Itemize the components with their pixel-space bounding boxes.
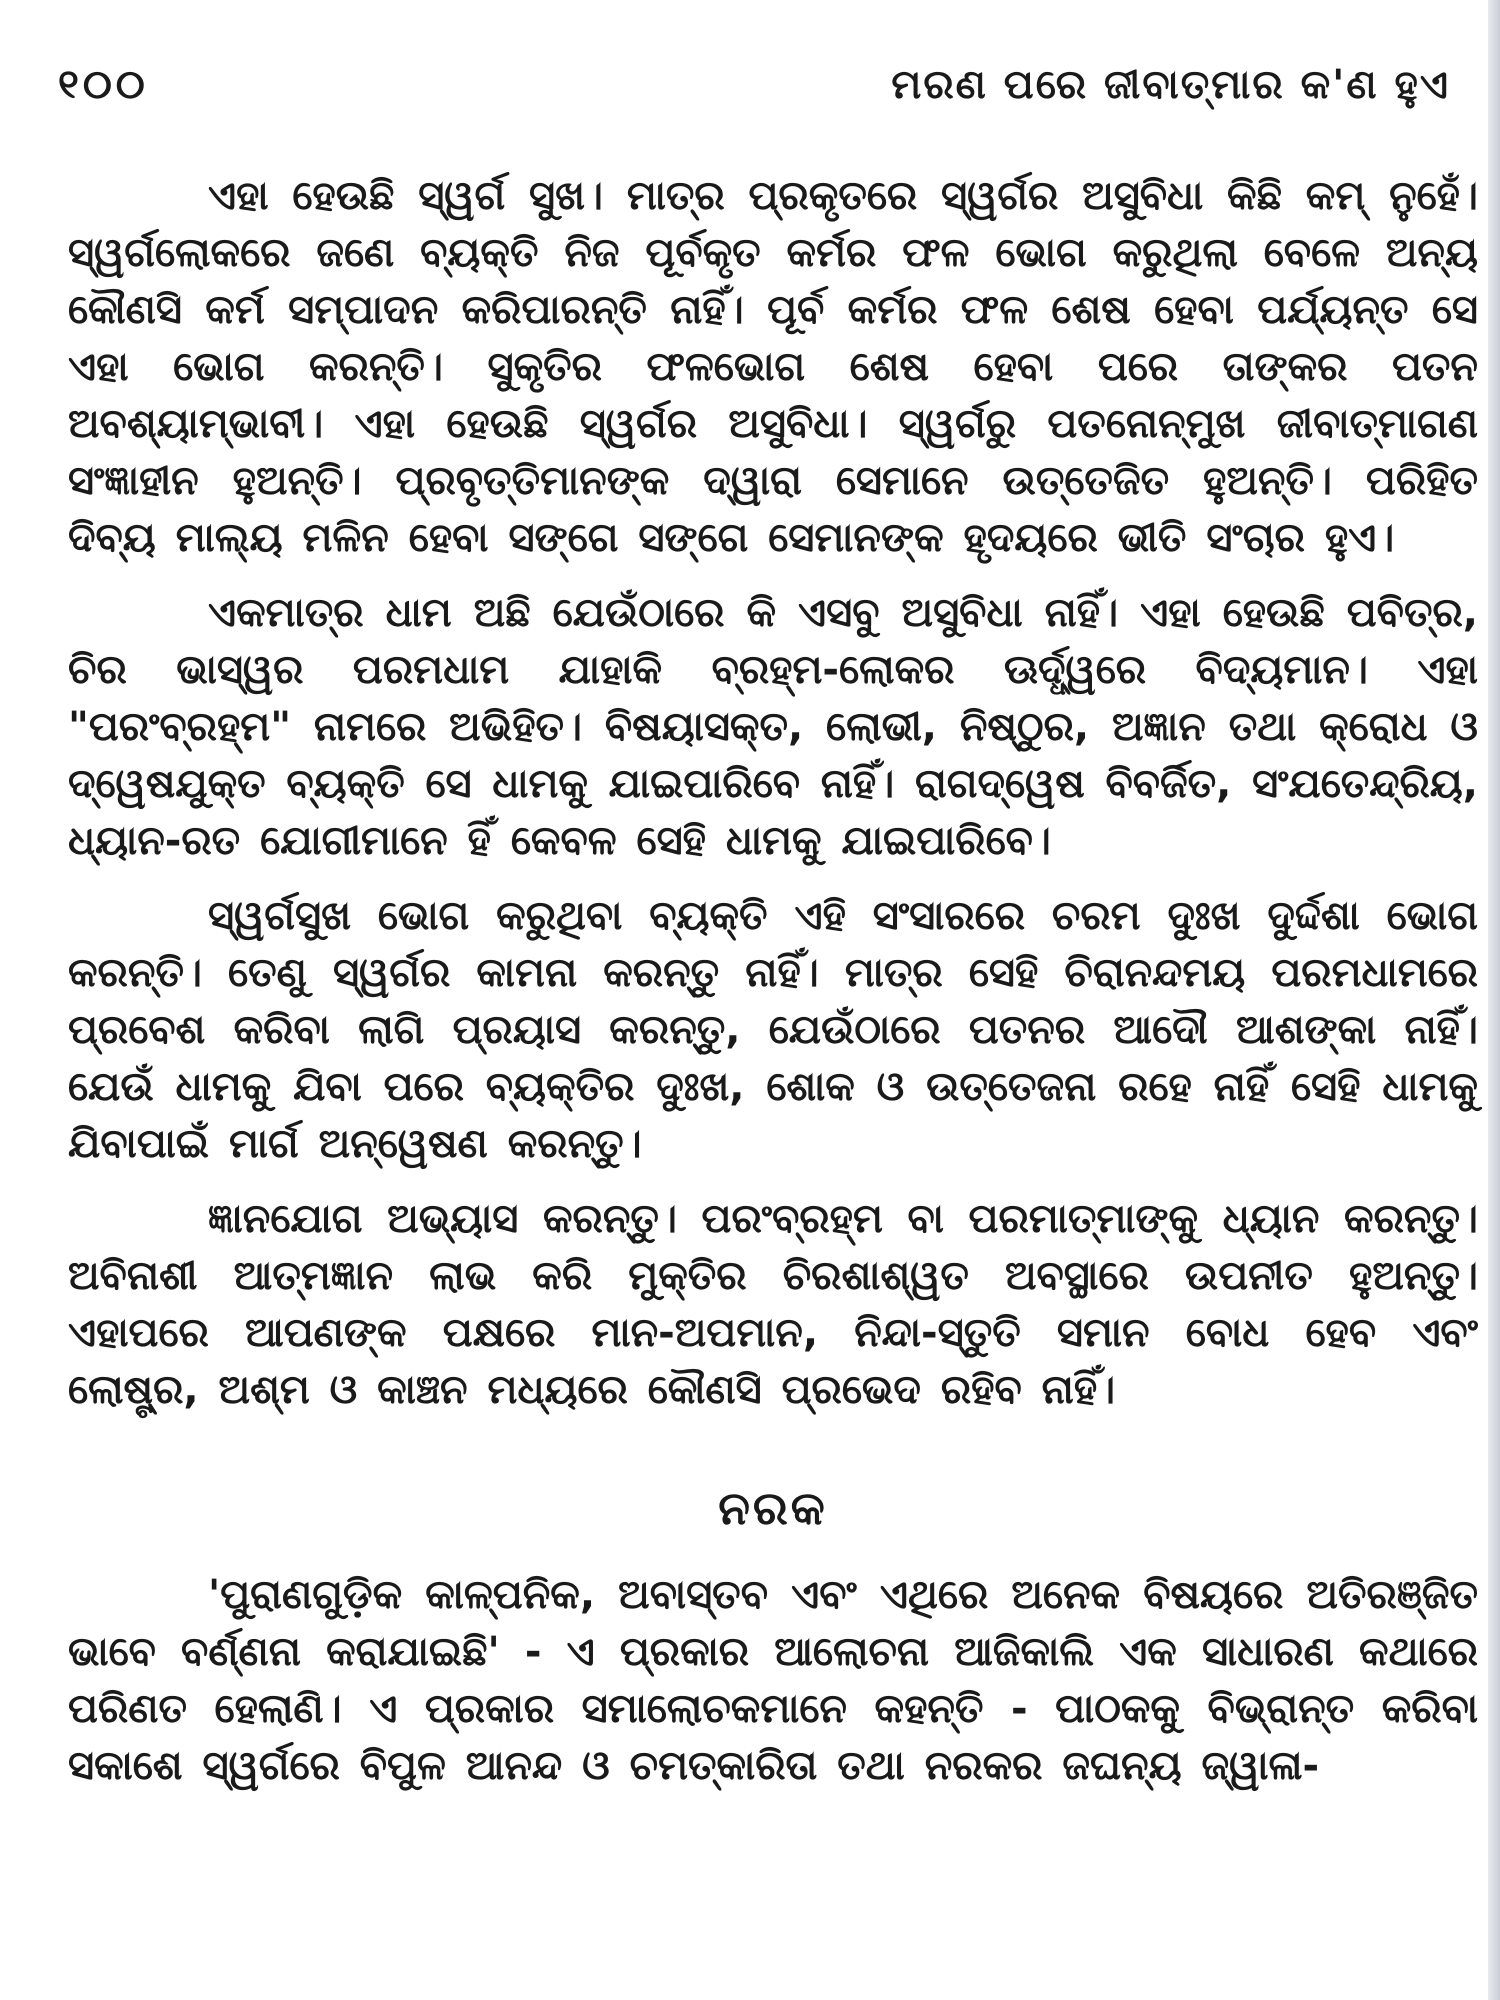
page-edge-shadow <box>1488 0 1500 2000</box>
section-heading: ନରକ <box>718 1481 828 1535</box>
body-text <box>68 168 1478 1813</box>
page-header <box>58 62 1470 122</box>
paragraph-1: ଏହା ହେଉଛି ସ୍ୱର୍ଗ ସୁଖ। ମାତ୍ର ପ୍ରକୃତରେ ସ୍ୱର୍ଗର ଅସୁବିଧା କିଛି କମ୍ ନୁହେଁ। ସ୍ୱର୍ଗଲୋକରେ ଜଣେ ବ୍ୟକ୍ତି ନିଜ ପୂର୍ବକୃତ କର୍ମର ଫଳ ଭୋଗ କରୁଥିଲା ବେଳେ ଅନ୍ୟ କୌଣସି କର୍ମ ସମ୍ପାଦନ କରିପାରନ୍ତି ନାହିଁ। ପୂର୍ବ କର୍ମର ଫଳ ଶେଷ ହେବା ପର୍ଯ୍ୟନ୍ତ ସେ ଏହା ଭୋଗ କରନ୍ତି। ସୁକୃତିର ଫଳଭୋଗ ଶେଷ ହେବା ପରେ ତାଙ୍କର ପତନ ଅବଶ୍ୟାମ୍ଭାବୀ। ଏହା ହେଉଛି ସ୍ୱର୍ଗର ଅସୁବିଧା। ସ୍ୱର୍ଗରୁ ପତନୋନ୍ମୁଖ ଜୀବାତ୍ମାଗଣ ସଂଜ୍ଞାହୀନ ହୁଅନ୍ତି। ପ୍ରବୃତ୍ତିମାନଙ୍କ ଦ୍ୱାରା ସେମାନେ ଉତ୍ତେଜିତ ହୁଅନ୍ତି। ପରିହିତ ଦିବ୍ୟ ମାଲ୍ୟ ମଳିନ ହେବା ସଙ୍ଗେ ସଙ୍ଗେ ସେମାନଙ୍କ ହୃଦୟରେ ଭୀତି ସଂଚାର ହୁଏ। <box>68 173 1478 561</box>
section-paragraph: 'ପୁରାଣଗୁଡ଼ିକ କାଳ୍ପନିକ, ଅବାସ୍ତବ ଏବଂ ଏଥିରେ ଅନେକ ବିଷୟରେ ଅତିରଞ୍ଜିତ ଭାବେ ବର୍ଣ୍ଣନା କରାଯାଇଛି' - ଏ ପ୍ରକାର ଆଲୋଚନା ଆଜିକାଲି ଏକ ସାଧାରଣ କଥାରେ ପରିଣତ ହେଲାଣି। ଏ ପ୍ରକାର ସମାଲୋଚକମାନେ କହନ୍ତି - ପାଠକକୁ ବିଭ୍ରାନ୍ତ କରିବା ସକାଶେ ସ୍ୱର୍ଗରେ ବିପୁଳ ଆନନ୍ଦ ଓ ଚମତ୍କାରିତା ତଥା ନରକର ଜଘନ୍ୟ ଜ୍ୱାଳା- <box>68 1572 1478 1789</box>
paragraph-2: ଏକମାତ୍ର ଧାମ ଅଛି ଯେଉଁଠାରେ କି ଏସବୁ ଅସୁବିଧା ନାହିଁ। ଏହା ହେଉଛି ପବିତ୍ର, ଚିର ଭାସ୍ୱର ପରମଧାମ ଯାହାକି ବ୍ରହ୍ମ-ଲୋକର ଊର୍ଦ୍ଧ୍ୱରେ ବିଦ୍ୟମାନ। ଏହା "ପରଂବ୍ରହ୍ମ" ନାମରେ ଅଭିହିତ। ବିଷୟାସକ୍ତ, ଲୋଭୀ, ନିଷ୍ଠୁର, ଅଜ୍ଞାନ ତଥା କ୍ରୋଧ ଓ ଦ୍ୱେଷଯୁକ୍ତ ବ୍ୟକ୍ତି ସେ ଧାମକୁ ଯାଇପାରିବେ ନାହିଁ। ରାଗଦ୍ୱେଷ ବିବର୍ଜିତ, ସଂଯତେନ୍ଦ୍ରିୟ, ଧ୍ୟାନ-ରତ ଯୋଗୀମାନେ ହିଁ କେବଳ ସେହି ଧାମକୁ ଯାଇପାରିବେ। <box>68 590 1478 864</box>
running-title: ମରଣ ପରେ ଜୀବାତ୍ମାର କ'ଣ ହୁଏ <box>891 62 1450 108</box>
paragraph-3: ସ୍ୱର୍ଗସୁଖ ଭୋଗ କରୁଥିବା ବ୍ୟକ୍ତି ଏହି ସଂସାରରେ ଚରମ ଦୁଃଖ ଦୁର୍ଦ୍ଦଶା ଭୋଗ କରନ୍ତି। ତେଣୁ ସ୍ୱର୍ଗର କାମନା କରନ୍ତୁ ନାହିଁ। ମାତ୍ର ସେହି ଚିରାନନ୍ଦମୟ ପରମଧାମରେ ପ୍ରବେଶ କରିବା ଲାଗି ପ୍ରୟାସ କରନ୍ତୁ, ଯେଉଁଠାରେ ପତନର ଆଦୌ ଆଶଙ୍କା ନାହିଁ। ଯେଉଁ ଧାମକୁ ଯିବା ପରେ ବ୍ୟକ୍ତିର ଦୁଃଖ, ଶୋକ ଓ ଉତ୍ତେଜନା ରହେ ନାହିଁ ସେହି ଧାମକୁ ଯିବାପାଇଁ ମାର୍ଗ ଅନ୍ୱେଷଣ କରନ୍ତୁ। <box>68 893 1478 1167</box>
page-number: ୧୦୦ <box>58 62 149 108</box>
paragraph-4: ଜ୍ଞାନଯୋଗ ଅଭ୍ୟାସ କରନ୍ତୁ। ପରଂବ୍ରହ୍ମ ବା ପରମାତ୍ମାଙ୍କୁ ଧ୍ୟାନ କରନ୍ତୁ। ଅବିନାଶୀ ଆତ୍ମଜ୍ଞାନ ଲାଭ କରି ମୁକ୍ତିର ଚିରଶାଶ୍ୱତ ଅବସ୍ଥାରେ ଉପନୀତ ହୁଅନ୍ତୁ। ଏହାପରେ ଆପଣଙ୍କ ପକ୍ଷରେ ମାନ-ଅପମାନ, ନିନ୍ଦା-ସ୍ତୁତି ସମାନ ବୋଧ ହେବ ଏବଂ ଲୋଷ୍ଟ୍ର, ଅଶ୍ମ ଓ କାଞ୍ଚନ ମଧ୍ୟରେ କୌଣସି ପ୍ରଭେଦ ରହିବ ନାହିଁ। <box>68 1196 1478 1413</box>
